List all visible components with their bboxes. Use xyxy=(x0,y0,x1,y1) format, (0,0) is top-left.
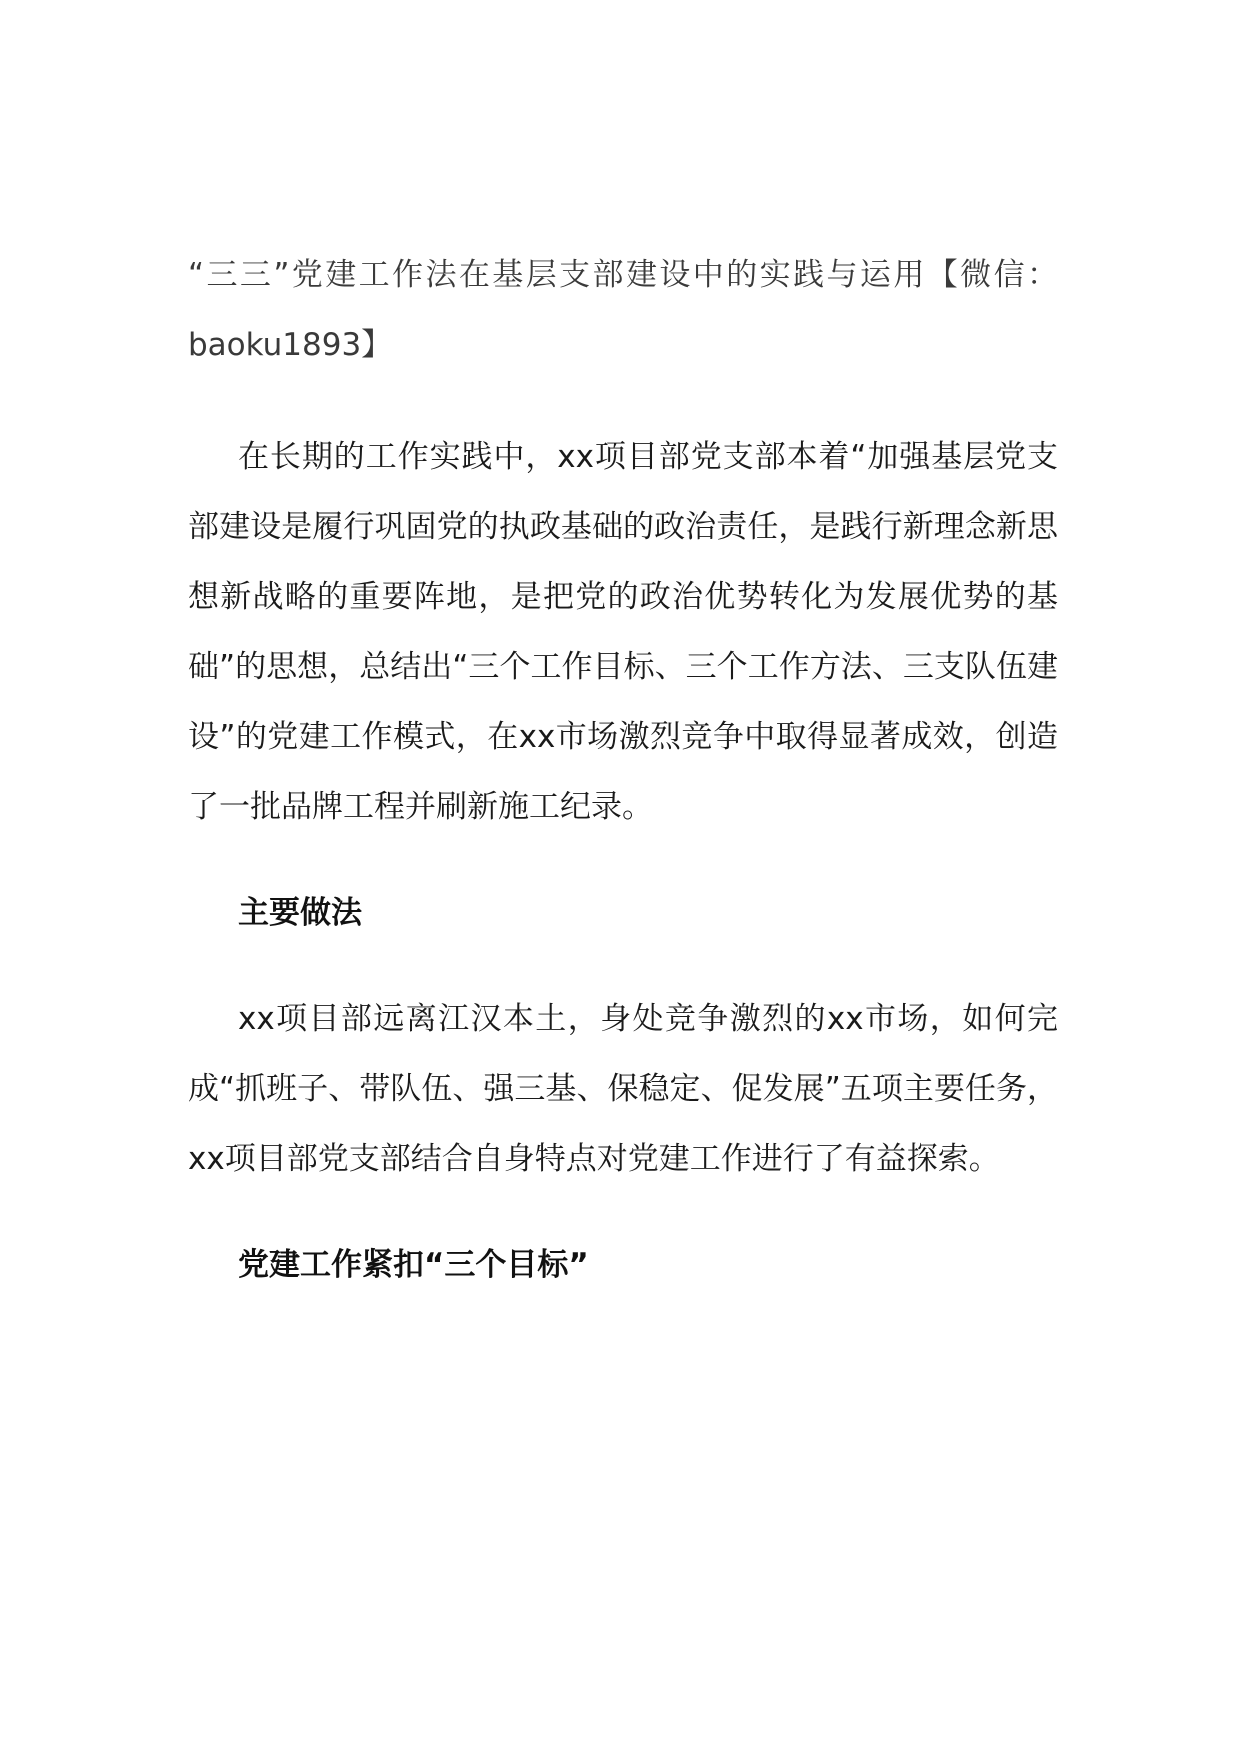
spacer xyxy=(188,1194,1058,1230)
section-heading-main-methods: 主要做法 xyxy=(238,895,362,931)
document-page xyxy=(188,240,1058,1300)
spacer xyxy=(188,842,1058,878)
subsection-heading-three-goals: 党建工作紧扣“三个目标” xyxy=(238,1247,589,1283)
document-title: “三三”党建工作法在基层支部建设中的实践与运用【微信：baoku1893】 xyxy=(188,257,1058,363)
spacer xyxy=(188,948,1058,984)
main-methods-paragraph: xx项目部远离江汉本土，身处竞争激烈的xx市场，如何完成“抓班子、带队伍、强三基、保稳定、促发展”五项主要任务，xx项目部党支部结合自身特点对党建工作进行了有益探索。 xyxy=(188,1001,1058,1177)
intro-paragraph: 在长期的工作实践中，xx项目部党支部本着“加强基层党支部建设是履行巩固党的执政基础的政治责任，是践行新理念新思想新战略的重要阵地，是把党的政治优势转化为发展优势的基础”的思想，总结出“三个工作目标、三个工作方法、三支队伍建设”的党建工作模式，在xx市场激烈竞争中取得显著成效，创造了一批品牌工程并刷新施工纪录。 xyxy=(188,439,1058,825)
spacer xyxy=(188,380,1058,422)
